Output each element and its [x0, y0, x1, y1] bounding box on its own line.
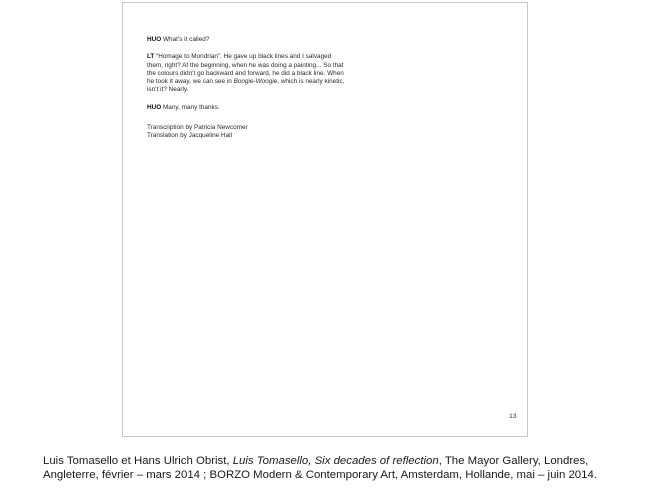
closing-paragraph: [147, 104, 347, 112]
transcription-credit: Transcription by Patricia Newcomer: [147, 124, 248, 132]
speaker-label: LT: [147, 53, 155, 61]
book-page: [122, 2, 528, 437]
question-paragraph: [147, 36, 347, 44]
caption-line-2: Angleterre, février – mars 2014 ; BORZO Modern & Contemporary Art, Amsterdam, Hollande, mai – juin 2014.: [43, 469, 597, 481]
image-caption: [43, 454, 643, 482]
answer-text: “Homage to Mondrian”. He gave up black lines and I salvaged them, right? At the beginning, when he was doing a painting... So that the colours didn’t go backward and forward, he did a black line. When he took it away, we can see in: [147, 53, 344, 86]
speaker-label: HUO: [147, 103, 162, 111]
interview-text: [147, 36, 347, 141]
artwork-title: Boogie-Woogie: [233, 78, 278, 86]
speaker-label: HUO: [147, 36, 162, 43]
credits: [147, 124, 347, 141]
caption-publisher: , The Mayor Gallery, Londres,: [438, 455, 589, 467]
caption-authors: Luis Tomasello et Hans Ulrich Obrist,: [43, 455, 233, 467]
caption-line-1: [43, 454, 643, 468]
answer-text-end: , which is nearly kinetic, isn’t it? Nearly.: [147, 78, 345, 94]
question-text: What’s it called?: [161, 36, 210, 43]
translation-credit: Translation by Jacqueline Hall: [147, 132, 233, 140]
answer-paragraph: [147, 53, 347, 94]
caption-title: Luis Tomasello, Six decades of reflection: [232, 455, 439, 467]
closing-text: Many, many thanks.: [161, 103, 220, 111]
page-number: 13: [509, 413, 517, 420]
